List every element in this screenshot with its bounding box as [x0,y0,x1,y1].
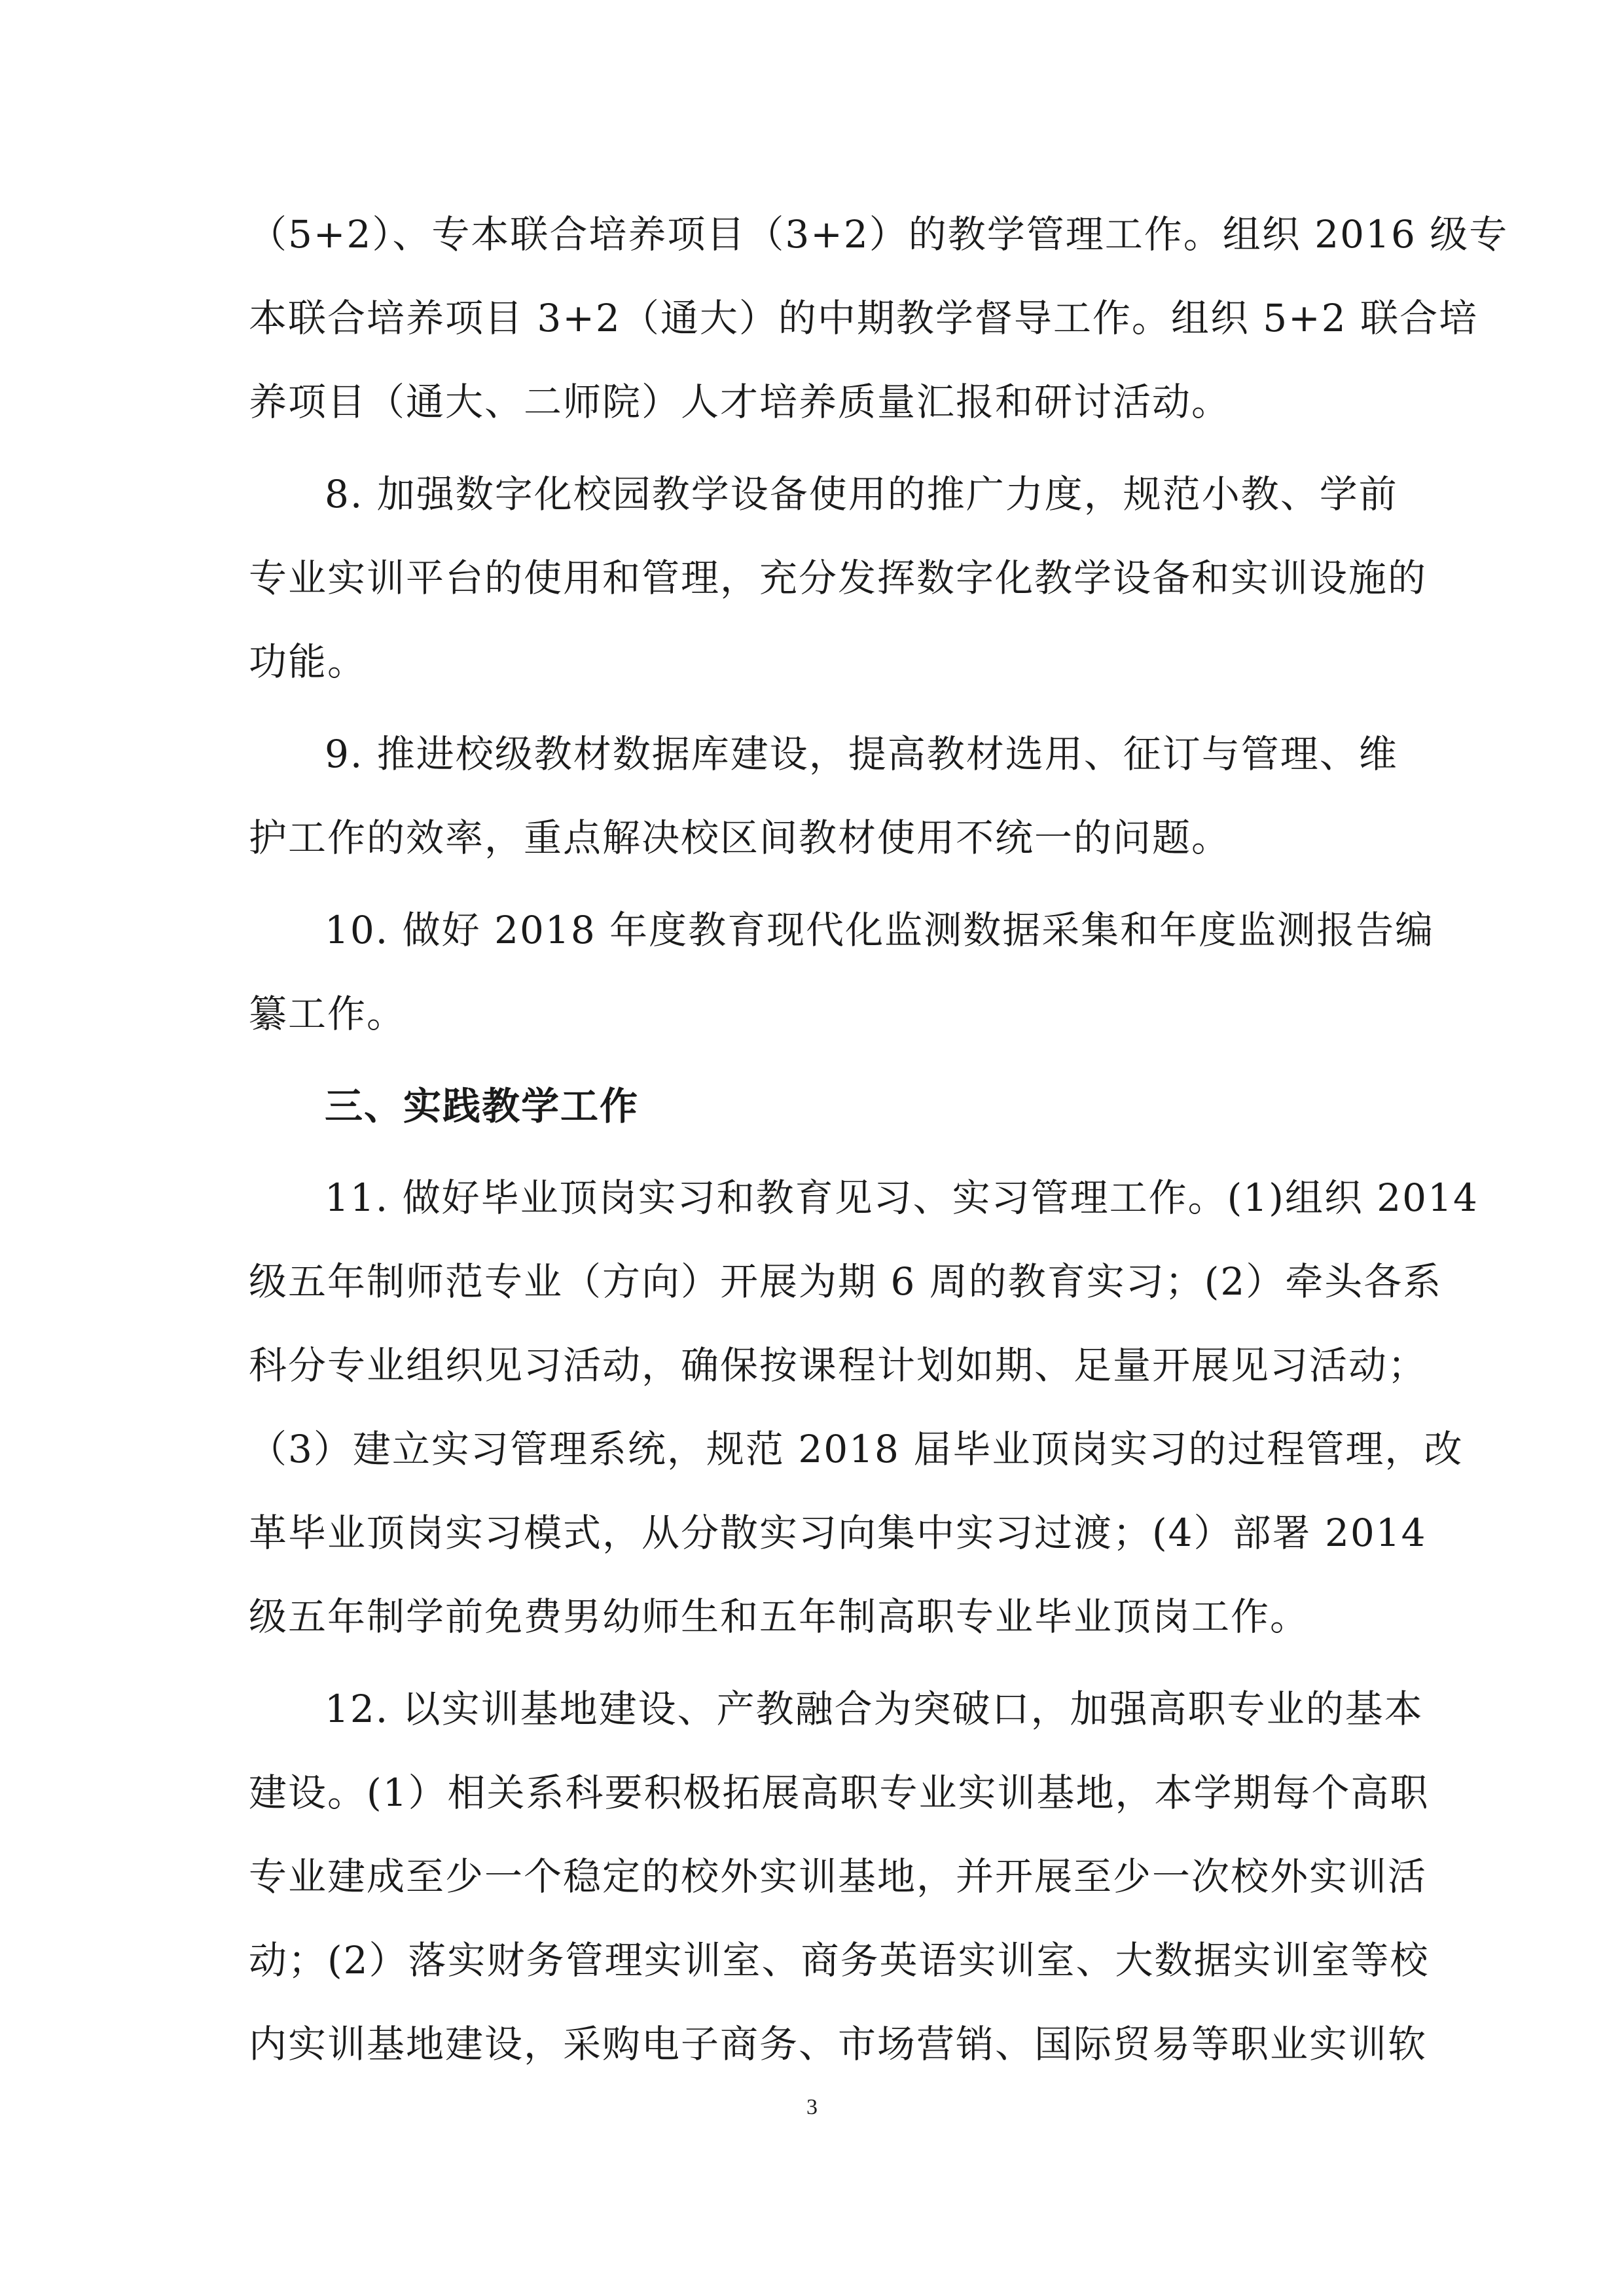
paragraph-line: 革毕业顶岗实习模式，从分散实习向集中实习过渡；(4）部署 2014 [249,1511,1427,1555]
paragraph-line: 8. 加强数字化校园教学设备使用的推广力度，规范小教、学前 [325,472,1398,516]
paragraph-line: 9. 推进校级教材数据库建设，提高教材选用、征订与管理、维 [325,732,1398,776]
paragraph-line: 科分专业组织见习活动，确保按课程计划如期、足量开展见习活动； [249,1343,1428,1388]
paragraph-line: 专业实训平台的使用和管理，充分发挥数字化教学设备和实训设施的 [249,556,1428,600]
paragraph-line: （5+2）、专本联合培养项目（3+2）的教学管理工作。组织 2016 级专 [249,212,1509,257]
page-number: 3 [806,2095,818,2119]
paragraph-line: 动；(2）落实财务管理实训室、商务英语实训室、大数据实训室等校 [249,1938,1430,1982]
paragraph-line: 功能。 [249,639,367,684]
paragraph-line: 养项目（通大、二师院）人才培养质量汇报和研讨活动。 [249,380,1231,424]
section-heading: 三、实践教学工作 [325,1084,640,1128]
paragraph-line: 本联合培养项目 3+2（通大）的中期教学督导工作。组织 5+2 联合培 [249,296,1479,340]
paragraph-line: 纂工作。 [249,992,406,1036]
paragraph-line: 11. 做好毕业顶岗实习和教育见习、实习管理工作。(1)组织 2014 [325,1175,1479,1220]
paragraph-line: 级五年制学前免费男幼师生和五年制高职专业毕业顶岗工作。 [249,1594,1310,1639]
paragraph-line: 专业建成至少一个稳定的校外实训基地，并开展至少一次校外实训活 [249,1854,1428,1899]
paragraph-line: 级五年制师范专业（方向）开展为期 6 周的教育实习；(2）牵头各系 [249,1259,1443,1304]
paragraph-line: 建设。(1）相关系科要积极拓展高职专业实训基地，本学期每个高职 [249,1770,1430,1815]
paragraph-line: 10. 做好 2018 年度教育现代化监测数据采集和年度监测报告编 [325,908,1435,952]
paragraph-line: （3）建立实习管理系统，规范 2018 届毕业顶岗实习的过程管理，改 [249,1427,1464,1471]
paragraph-line: 护工作的效率，重点解决校区间教材使用不统一的问题。 [249,816,1231,860]
paragraph-line: 12. 以实训基地建设、产教融合为突破口，加强高职专业的基本 [325,1687,1424,1731]
paragraph-line: 内实训基地建设，采购电子商务、市场营销、国际贸易等职业实训软 [249,2022,1428,2066]
